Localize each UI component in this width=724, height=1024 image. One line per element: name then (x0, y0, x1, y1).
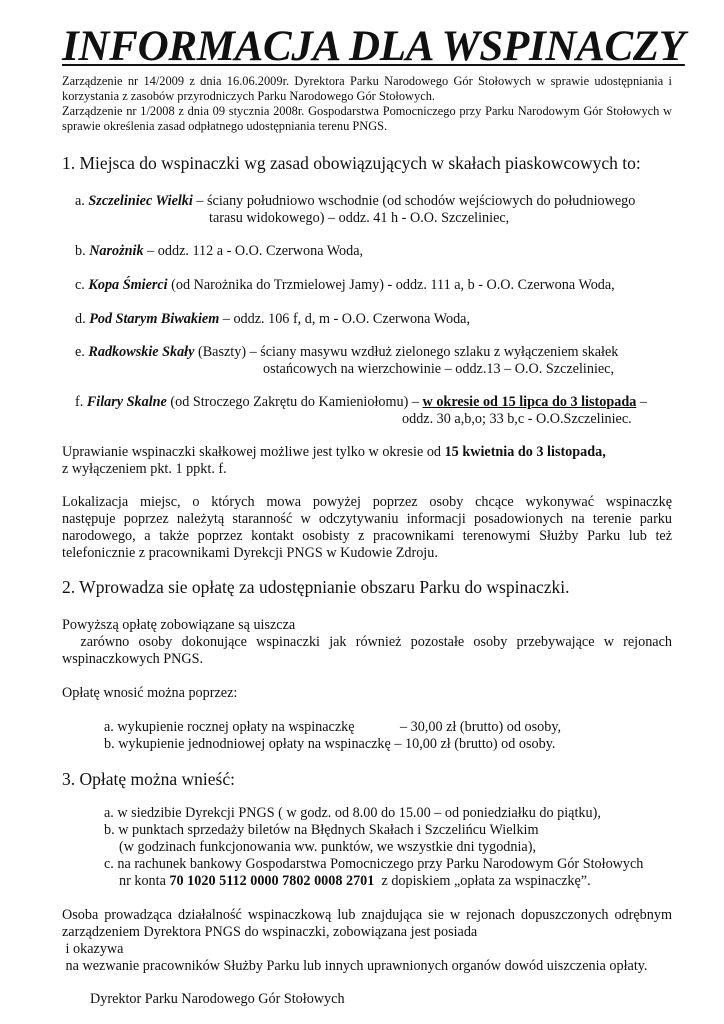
list-item-a: a. Szczeliniec Wielki – ściany południowo wschodnie (od schodów wejściowych do południowego (75, 193, 636, 209)
season-dates: 15 kwietnia do 3 listopada, (444, 444, 606, 460)
obliged-line-1: Powyższą opłatę zobowiązane są uiszcza (62, 617, 296, 633)
pay-option-a: a. w siedzibie Dyrekcji PNGS ( w godz. od 8.00 do 15.00 – od poniedziałku do piątku), (104, 805, 601, 821)
season-text: Uprawianie wspinaczki skałkowej możliwe jest tylko w okresie od 15 kwietnia do 3 listopada, (62, 444, 606, 460)
localization-line-4: telefonicznie z pracownikami Dyrekcji PNGS w Kudowie Zdroju. (62, 545, 438, 561)
place-name: Kopa Śmierci (88, 277, 168, 293)
fee-annual-label: a. wykupienie rocznej opłaty na wspinaczkę (104, 719, 355, 735)
list-item-f: f. Filary Skalne (od Stroczego Zakrętu do Kamieniołomu) – w okresie od 15 lipca do 3 listopada – (75, 394, 647, 410)
pay-option-b-cont: (w godzinach funkcjonowania ww. punktów, we wszystkie dni tygodnia), (119, 839, 536, 855)
decree-line-4: sprawie określenia zasad odpłatnego udostępniania terenu PNGS. (62, 119, 388, 133)
decree-line-1: Zarządzenie nr 14/2009 z dnia 16.06.2009r. Dyrektora Parku Narodowego Gór Stołowych w sprawie udostępniania i (62, 74, 672, 88)
season-text-cont: z wyłączeniem pkt. 1 ppkt. f. (62, 461, 227, 477)
closing-line-4: na wezwanie pracowników Służby Parku lub innych uprawnionych organów dowód uiszczenia opłaty. (62, 958, 648, 974)
place-name: Narożnik (89, 243, 144, 259)
localization-line-1: Lokalizacja miejsc, o których mowa powyżej poprzez osoby chcące wykonywać wspinaczkę (62, 494, 672, 510)
place-name: Filary Skalne (86, 394, 167, 410)
fee-annual-amount: – 30,00 zł (brutto) od osoby, (400, 719, 562, 735)
pay-option-c-cont: nr konta 70 1020 5112 0000 7802 0008 2701 z dopiskiem „opłata za wspinaczkę”. (119, 873, 591, 889)
section-1-heading: 1. Miejsca do wspinaczki wg zasad obowiązujących w skałach piaskowcowych to: (62, 153, 641, 173)
list-item-e: e. Radkowskie Skały (Baszty) – ściany masywu wzdłuż zielonego szlaku z wyłączeniem skałek (75, 344, 619, 360)
section-3-heading: 3. Opłatę można wnieść: (62, 769, 236, 789)
list-item-c: c. Kopa Śmierci (od Narożnika do Trzmielowej Jamy) - oddz. 111 a, b - O.O. Czerwona Woda, (75, 277, 615, 293)
closing-line-1: Osoba prowadząca działalność wspinaczkową lub znajdująca sie w rejonach dopuszczonych odrębnym (62, 907, 672, 923)
place-name: Radkowskie Skały (88, 344, 195, 360)
pay-option-c: c. na rachunek bankowy Gospodarstwa Pomocniczego przy Parku Narodowym Gór Stołowych (104, 856, 644, 872)
list-item-f-cont: oddz. 30 a,b,o; 33 b,c - O.O.Szczeliniec. (402, 411, 632, 427)
obliged-line-2: zarówno osoby dokonujące wspinaczki jak również pozostałe osoby przebywające w rejonach (62, 634, 672, 650)
localization-line-3: narodowego, a także poprzez kontakt osobisty z pracownikami terenowymi Służby Parku lub też (62, 528, 672, 544)
payment-intro: Opłatę wnosić można poprzez: (62, 685, 238, 701)
decree-line-2: korzystania z zasobów przyrodniczych Parku Narodowego Gór Stołowych. (62, 89, 435, 103)
list-item-a-cont: tarasu widokowego) – oddz. 41 h - O.O. Szczeliniec, (209, 210, 510, 226)
list-item-d: d. Pod Starym Biwakiem – oddz. 106 f, d, m - O.O. Czerwona Woda, (75, 311, 471, 327)
place-name: Szczeliniec Wielki (88, 193, 193, 209)
season-emphasis: w okresie od 15 lipca do 3 listopada (422, 394, 637, 410)
pay-option-b: b. w punktach sprzedaży biletów na Błędnych Skałach i Szczelińcu Wielkim (104, 822, 539, 838)
fee-daily: b. wykupienie jednodniowej opłaty na wspinaczkę – 10,00 zł (brutto) od osoby. (104, 736, 556, 752)
list-item-b: b. Narożnik – oddz. 112 a - O.O. Czerwona Woda, (75, 243, 364, 259)
obliged-line-3: wspinaczkowych PNGS. (62, 651, 204, 667)
signature: Dyrektor Parku Narodowego Gór Stołowych (90, 991, 345, 1007)
bank-account-number: 70 1020 5112 0000 7802 0008 2701 (169, 873, 375, 889)
page-title: INFORMACJA DLA WSPINACZY (62, 23, 685, 70)
decree-line-3: Zarządzenie nr 1/2008 z dnia 09 stycznia 2008r. Gospodarstwa Pomocniczego przy Parku Narodowym Gór Stołowych w (62, 104, 672, 118)
place-name: Pod Starym Biwakiem (89, 311, 220, 327)
closing-line-3: i okazywa (62, 941, 124, 957)
closing-line-2: zarządzeniem Dyrektora PNGS do wspinaczki, zobowiązana jest posiada (62, 924, 478, 940)
localization-line-2: następuje poprzez należytą staranność w odczytywaniu informacji posadowionych na terenie parku (62, 511, 672, 527)
section-2-heading: 2. Wprowadza sie opłatę za udostępnianie obszaru Parku do wspinaczki. (62, 577, 570, 597)
list-item-e-cont: ostańcowych na wierzchowinie – oddz.13 – O.O. Szczeliniec, (263, 361, 615, 377)
